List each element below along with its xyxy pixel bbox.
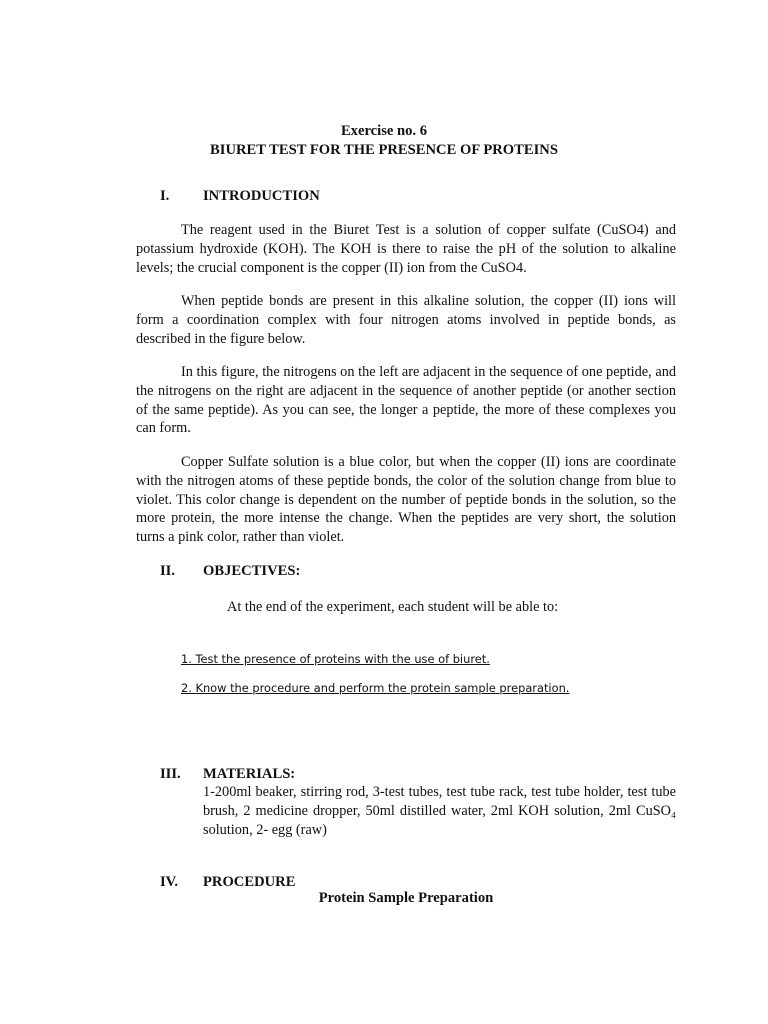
section-number: II.: [160, 563, 176, 579]
paragraph-text: The reagent used in the Biuret Test is a solution of copper sulfate (CuSO4) and potassium hydroxide (KOH). The KOH is there to raise the pH of the solution to alkaline levels; the crucial component is the copper (II) ion from the CuSO4.: [136, 222, 676, 276]
section-number: III.: [160, 766, 181, 782]
paragraph-text: In this figure, the nitrogens on the left are adjacent in the sequence of one peptide, and the nitrogens on the right are adjacent in the sequence of another peptide (or another section of the same peptide). As you can see, the longer a peptide, the more of these complexes you can form.: [136, 364, 676, 437]
section-title: OBJECTIVES:: [203, 563, 301, 579]
section-title: MATERIALS:: [203, 766, 296, 782]
paragraph-text: Copper Sulfate solution is a blue color, but when the copper (II) ions are coordinate with the nitrogen atoms of these peptide bonds, the color of the solution change from blue to violet. This color change is dependent on the number of peptide bonds in the solution, so the more protein, the more intense the change. When the peptides are very short, the solution turns a pink color, rather than violet.: [136, 454, 676, 546]
section-number: IV.: [160, 874, 178, 890]
section-number: I.: [160, 188, 170, 204]
procedure-subheading: Protein Sample Preparation: [318, 890, 494, 906]
section-title: INTRODUCTION: [203, 188, 320, 204]
document-title: BIURET TEST FOR THE PRESENCE OF PROTEINS: [210, 142, 558, 158]
paragraph-text: When peptide bonds are present in this alkaline solution, the copper (II) ions will form a coordination complex with four nitrogen atoms involved in peptide bonds, as described in the figure below.: [136, 293, 676, 347]
objective-item-2: 2. Know the procedure and perform the protein sample preparation.: [181, 681, 570, 695]
intro-paragraph-4: [136, 453, 676, 547]
exercise-number: Exercise no. 6: [340, 123, 428, 139]
intro-paragraph-1: [136, 221, 676, 277]
objectives-intro: At the end of the experiment, each student will be able to:: [227, 599, 559, 615]
materials-list: 1-200ml beaker, stirring rod, 3-test tubes, test tube rack, test tube holder, test tube brush, 2 medicine dropper, 50ml distilled water, 2ml KOH solution, 2ml CuSO₄ solution, 2- egg (raw): [203, 784, 676, 838]
section-title: PROCEDURE: [203, 874, 296, 890]
intro-paragraph-2: [136, 292, 676, 348]
objective-item-1: 1. Test the presence of proteins with the use of biuret.: [181, 652, 490, 666]
intro-paragraph-3: [136, 363, 676, 438]
